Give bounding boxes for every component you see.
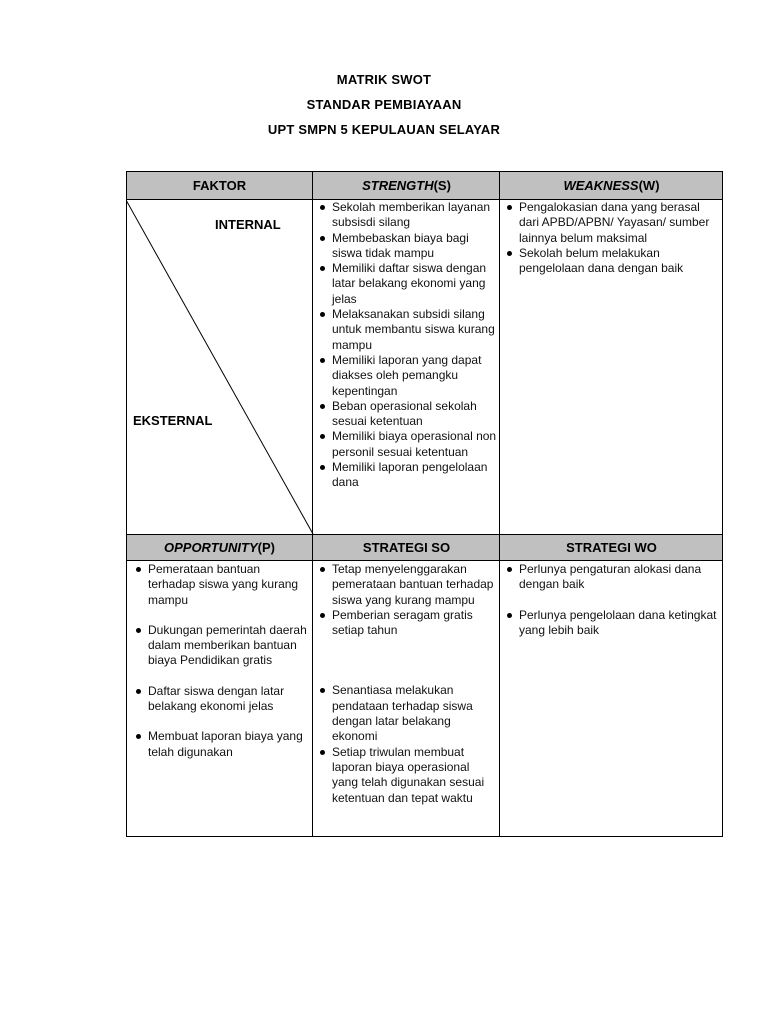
list-item: Setiap triwulan membuat laporan biaya operasional yang telah digunakan sesuai ketentuan dan tepat waktu [316,745,498,806]
table-border-top [126,171,723,172]
eksternal-label: EKSTERNAL [133,413,213,428]
internal-label: INTERNAL [215,217,281,232]
strength-word: STRENGTH [362,178,434,193]
header-weakness: WEAKNESS (W) [500,171,723,200]
title-line-2: STANDAR PEMBIAYAAN [306,97,462,112]
title-line-1: MATRIK SWOT [336,72,432,87]
weaknesses-cell [503,200,721,276]
document-titles [0,70,768,145]
list-item: Pemberian seragam gratis setiap tahun [316,608,498,639]
list-item: Sekolah memberikan layanan subsisdi silang [316,200,498,231]
table-border-col2 [499,171,500,837]
opportunities-list [132,562,310,760]
strengths-list [316,200,498,491]
header-strategi-so: STRATEGI SO [313,534,500,561]
list-item: Senantiasa melakukan pendataan terhadap siswa dengan latar belakang ekonomi [316,683,498,744]
table-border-left [126,171,127,837]
table-border-right [722,171,723,837]
strategi-so-list [316,562,498,806]
list-item: Dukungan pemerintah daerah dalam memberikan bantuan biaya Pendidikan gratis [132,623,310,669]
strategi-wo-cell [503,562,719,638]
list-item: Melaksanakan subsidi silang untuk membantu siswa kurang mampu [316,307,498,353]
list-item: Pengalokasian dana yang berasal dari APBD/APBN/ Yayasan/ sumber lainnya belum maksimal [503,200,721,246]
header-opportunity: OPPORTUNITY (P) [126,534,313,561]
list-item: Membebaskan biaya bagi siswa tidak mampu [316,231,498,262]
list-item: Beban operasional sekolah sesuai ketentuan [316,399,498,430]
table-border-col1 [312,171,313,837]
header-strategi-wo: STRATEGI WO [500,534,723,561]
list-item: Membuat laporan biaya yang telah digunakan [132,729,310,760]
opportunities-cell [132,562,310,760]
strategi-so-cell [316,562,498,806]
list-item: Memiliki laporan yang dapat diakses oleh pemangku kepentingan [316,353,498,399]
strengths-cell [316,200,498,491]
list-item: Sekolah belum melakukan pengelolaan dana dengan baik [503,246,721,277]
list-item: Pemerataan bantuan terhadap siswa yang kurang mampu [132,562,310,608]
list-item: Daftar siswa dengan latar belakang ekonomi jelas [132,684,310,715]
list-item: Memiliki laporan pengelolaan dana [316,460,498,491]
list-item: Tetap menyelenggarakan pemerataan bantuan terhadap siswa yang kurang mampu [316,562,498,608]
weaknesses-list [503,200,721,276]
list-item: Memiliki biaya operasional non personil sesuai ketentuan [316,429,498,460]
weakness-word: WEAKNESS [563,178,639,193]
table-border-bottom [126,836,723,837]
opportunity-word: OPPORTUNITY [163,540,258,555]
table-border-header [126,199,723,200]
header-strength: STRENGTH (S) [313,171,500,200]
diagonal-divider [126,200,314,535]
title-line-3: UPT SMPN 5 KEPULAUAN SELAYAR [267,122,501,137]
strategi-wo-list [503,562,719,638]
list-item: Perlunya pengaturan alokasi dana dengan baik [503,562,719,593]
list-item: Perlunya pengelolaan dana ketingkat yang lebih baik [503,608,719,639]
table-border-header2 [126,560,723,561]
table-border-mid [126,534,723,535]
list-item: Memiliki daftar siswa dengan latar belakang ekonomi yang jelas [316,261,498,307]
header-faktor: FAKTOR [126,171,313,200]
